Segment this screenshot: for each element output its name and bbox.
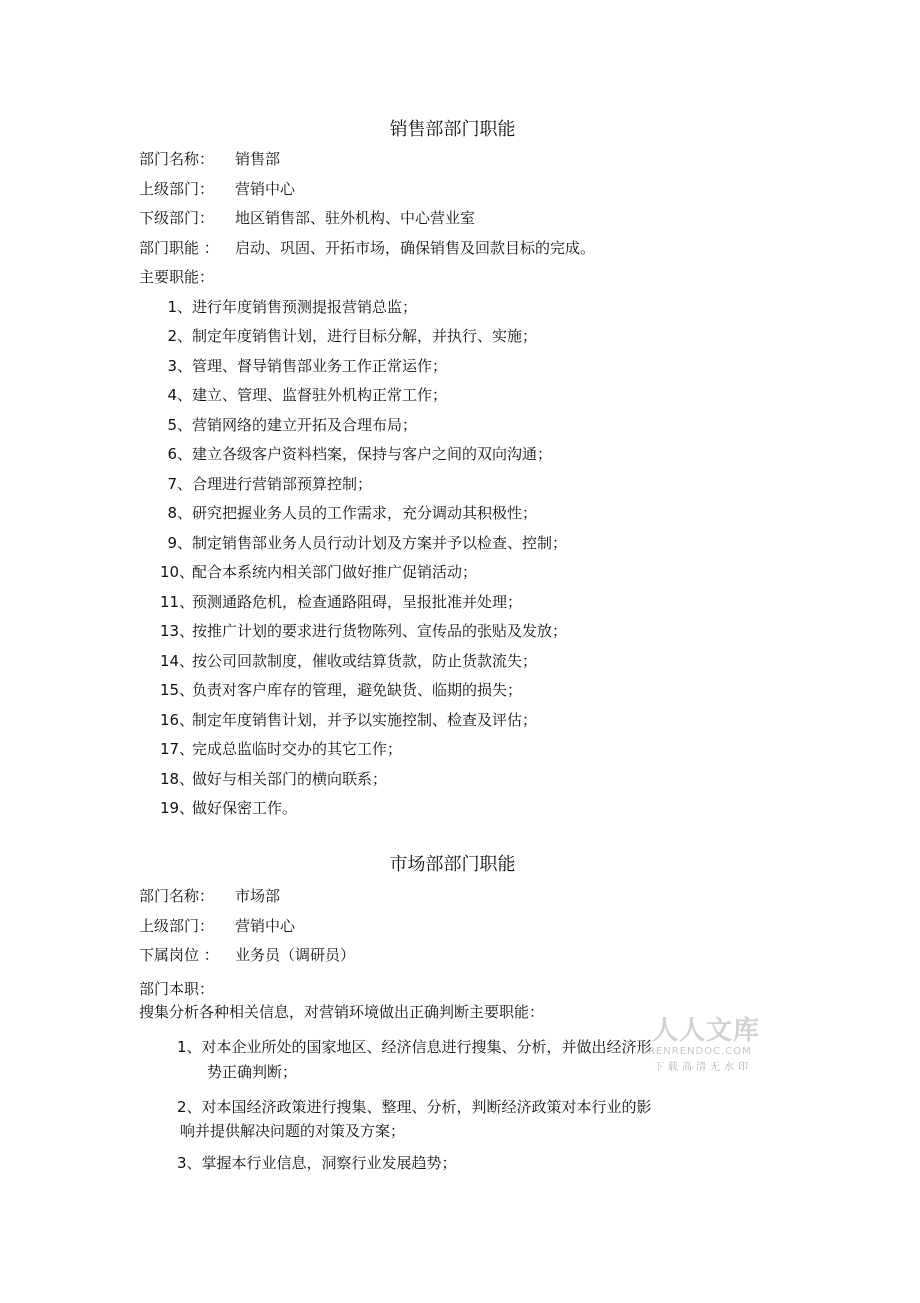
market-duty-item <box>177 1153 457 1173</box>
item-text: 制定销售部业务人员行动计划及方案并予以检查、控制； <box>192 534 568 552</box>
sales-sub-label: 下级部门： <box>139 209 215 227</box>
item-number: 5、 <box>167 416 192 434</box>
item-text: 进行年度销售预测提报营销总监； <box>192 298 418 316</box>
market-title: 市场部部门职能 <box>389 854 516 875</box>
item-text: 负责对客户库存的管理，避免缺货、临期的损失； <box>192 681 523 699</box>
watermark-logo <box>646 1016 776 1078</box>
sales-title: 销售部部门职能 <box>389 119 516 140</box>
sales-duty-item <box>160 503 537 523</box>
market-duty-label: 部门本职： <box>139 980 215 998</box>
watermark-sub-text: RENRENDOC.COM <box>648 1046 752 1057</box>
item-number: 9、 <box>167 534 192 552</box>
item-number: 2、 <box>177 1098 202 1116</box>
sales-duty-item <box>160 651 537 671</box>
item-text: 营销网络的建立开拓及合理布局； <box>192 416 418 434</box>
item-text: 做好保密工作。 <box>192 799 298 817</box>
market-duty-item-continuation: 势正确判断； <box>207 1063 298 1081</box>
market-duty-item <box>177 1037 652 1057</box>
item-text: 研究把握业务人员的工作需求，充分调动其积极性； <box>192 504 538 522</box>
item-number: 11、 <box>160 593 195 611</box>
watermark-tag-text: 下载高清无水印 <box>654 1062 752 1073</box>
item-number: 8、 <box>167 504 192 522</box>
item-text: 制定年度销售计划，进行目标分解，并执行、实施； <box>192 327 538 345</box>
sales-parent-label: 上级部门： <box>139 180 215 198</box>
sales-sub-value: 地区销售部、驻外机构、中心营业室 <box>235 209 476 227</box>
sales-parent-value: 营销中心 <box>235 180 296 198</box>
item-number: 6、 <box>167 445 192 463</box>
sales-duty-item <box>160 592 522 612</box>
sales-duty-item <box>160 739 402 759</box>
item-number: 10、 <box>160 563 195 581</box>
sales-duty-item <box>160 385 447 405</box>
item-text: 完成总监临时交办的其它工作； <box>192 740 403 758</box>
item-text: 建立、管理、监督驻外机构正常工作； <box>192 386 448 404</box>
item-text: 做好与相关部门的横向联系； <box>192 770 388 788</box>
item-number: 18、 <box>160 770 195 788</box>
item-number: 19、 <box>160 799 195 817</box>
sales-sub-row <box>139 208 475 228</box>
sales-duty-item <box>160 326 537 346</box>
market-parent-row <box>139 916 295 936</box>
item-text-line1: 掌握本行业信息，洞察行业发展趋势； <box>201 1154 457 1172</box>
item-number: 1、 <box>177 1038 202 1056</box>
sales-function-label: 部门职能 ： <box>139 239 219 257</box>
sales-duty-item <box>160 710 537 730</box>
market-parent-label: 上级部门： <box>139 917 215 935</box>
sales-duty-item <box>160 533 567 553</box>
sales-duty-item <box>160 798 297 818</box>
sales-duty-item <box>160 680 522 700</box>
item-number: 3、 <box>177 1154 202 1172</box>
sales-duty-item <box>160 356 447 376</box>
item-text: 按推广计划的要求进行货物陈列、宣传品的张贴及发放； <box>192 622 568 640</box>
sales-parent-row <box>139 179 295 199</box>
market-parent-value: 营销中心 <box>235 917 296 935</box>
sales-duty-item <box>160 562 477 582</box>
item-text: 合理进行营销部预算控制； <box>192 475 373 493</box>
item-text: 管理、督导销售部业务工作正常运作； <box>192 357 448 375</box>
item-number: 16、 <box>160 711 195 729</box>
market-post-row <box>139 945 355 965</box>
sales-function-row <box>139 238 595 258</box>
sales-dept-name-row <box>139 149 280 169</box>
market-dept-name-value: 市场部 <box>235 887 281 905</box>
item-text: 建立各级客户资料档案，保持与客户之间的双向沟通； <box>192 445 553 463</box>
item-number: 2、 <box>167 327 192 345</box>
item-number: 7、 <box>167 475 192 493</box>
item-number: 4、 <box>167 386 192 404</box>
sales-duty-item <box>160 415 417 435</box>
item-text: 制定年度销售计划，并予以实施控制、检查及评估； <box>192 711 538 729</box>
market-duty-item <box>177 1097 652 1117</box>
market-post-label: 下属岗位 ： <box>139 946 219 964</box>
market-post-value: 业务员（调研员） <box>235 946 356 964</box>
item-text-line1: 对本国经济政策进行搜集、整理、分析，判断经济政策对本行业的影 <box>201 1098 652 1116</box>
item-text: 配合本系统内相关部门做好推广促销活动； <box>192 563 478 581</box>
sales-dept-name-value: 销售部 <box>235 150 281 168</box>
item-number: 3、 <box>167 357 192 375</box>
watermark-main-text: 人人文库 <box>652 1016 761 1046</box>
item-number: 14、 <box>160 652 195 670</box>
item-text: 预测通路危机，检查通路阻碍，呈报批准并处理； <box>192 593 523 611</box>
sales-duties-label: 主要职能： <box>139 268 215 286</box>
market-dept-name-row <box>139 886 280 906</box>
item-text-line1: 对本企业所处的国家地区、经济信息进行搜集、分析，并做出经济形 <box>201 1038 652 1056</box>
sales-duty-item <box>160 769 387 789</box>
sales-function-value: 启动、巩固、开拓市场，确保销售及回款目标的完成。 <box>235 239 596 257</box>
sales-duty-item <box>160 474 372 494</box>
item-number: 17、 <box>160 740 195 758</box>
market-dept-name-label: 部门名称： <box>139 887 215 905</box>
sales-dept-name-label: 部门名称： <box>139 150 215 168</box>
market-duty-item-continuation: 响并提供解决问题的对策及方案； <box>180 1122 406 1140</box>
item-number: 1、 <box>167 298 192 316</box>
sales-duty-item <box>160 444 552 464</box>
sales-duty-item <box>160 621 567 641</box>
item-number: 15、 <box>160 681 195 699</box>
item-text: 按公司回款制度，催收或结算货款，防止货款流失； <box>192 652 538 670</box>
sales-duty-item <box>160 297 417 317</box>
market-duty-value: 搜集分析各种相关信息，对营销环境做出正确判断主要职能： <box>139 1003 545 1021</box>
item-number: 13、 <box>160 622 195 640</box>
